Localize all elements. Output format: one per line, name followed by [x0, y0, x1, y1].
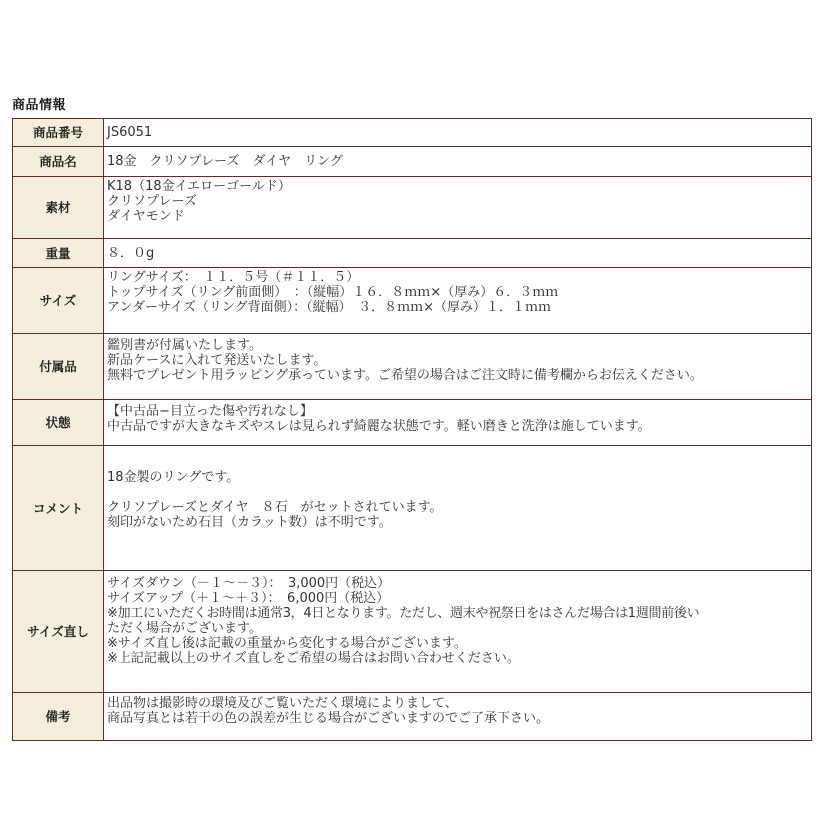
row-comment: [13, 446, 812, 571]
notes-line: 商品写真とは若干の色の誤差が生じる場合がございますのでご了承下さい。: [107, 711, 550, 726]
size-line: アンダーサイズ（リング背面側）：（縦幅） ３．８ｍｍ×（厚み）１．１ｍｍ: [107, 300, 552, 315]
condition-line: 【中古品−目立った傷や汚れなし】: [107, 404, 313, 419]
size-line: リングサイズ： １１．５号（＃１１．５）: [107, 270, 360, 285]
product-info-table: [12, 118, 812, 741]
label-material: 素材: [13, 177, 104, 239]
label-condition: 状態: [13, 400, 104, 446]
label-notes: 備考: [13, 693, 104, 741]
comment-line: 18金製のリングです。: [107, 470, 240, 485]
section-title: 商品情報: [12, 98, 67, 113]
label-weight: 重量: [13, 239, 104, 268]
value-comment: [104, 446, 812, 571]
row-resize: [13, 571, 812, 693]
value-material: [104, 177, 812, 239]
row-condition: [13, 400, 812, 446]
label-resize: サイズ直し: [13, 571, 104, 693]
row-weight: [13, 239, 812, 268]
value-condition: [104, 400, 812, 446]
label-comment: コメント: [13, 446, 104, 571]
resize-line: サイズダウン（－１～－３）： 3,000円（税込）: [107, 576, 391, 591]
value-product-number: JS6051: [104, 119, 812, 147]
accessories-line: 無料でプレゼント用ラッピング承っています。ご希望の場合はご注文時に備考欄からお伝えください。: [107, 368, 703, 383]
value-accessories: [104, 334, 812, 400]
value-product-name: 18金 クリソプレーズ ダイヤ リング: [104, 147, 812, 177]
row-product-number: [13, 119, 812, 147]
value-size: [104, 268, 812, 334]
resize-line: ※サイズ直し後は記載の重量から変化する場合がございます。: [107, 636, 467, 651]
value-notes: [104, 693, 812, 741]
label-product-name: 商品名: [13, 147, 104, 177]
resize-line: ※上記記載以上のサイズ直しをご希望の場合はお問い合わせください。: [107, 651, 520, 666]
label-accessories: 付属品: [13, 334, 104, 400]
row-size: [13, 268, 812, 334]
notes-line: 出品物は撮影時の環境及びご覧いただく環境によりまして、: [107, 696, 458, 711]
comment-line: 刻印がないため石目（カラット数）は不明です。: [107, 515, 392, 530]
accessories-line: 新品ケースに入れて発送いたします。: [107, 353, 327, 368]
value-weight: ８．０g: [104, 239, 812, 268]
comment-blank-line: [107, 485, 811, 500]
material-line: ダイヤモンド: [107, 209, 185, 224]
size-line: トップサイズ（リング前面側） ：（縦幅）１６．８ｍｍ×（厚み）６．３ｍｍ: [107, 285, 559, 300]
resize-line: ただく場合がございます。: [107, 621, 262, 636]
comment-line: クリソプレーズとダイヤ ８石 がセットされています。: [107, 500, 443, 515]
material-line: クリソプレーズ: [107, 194, 197, 209]
row-accessories: [13, 334, 812, 400]
row-product-name: [13, 147, 812, 177]
material-line: K18（18金イエローゴールド）: [107, 179, 291, 194]
label-product-number: 商品番号: [13, 119, 104, 147]
resize-line: ※加工にいただくお時間は通常3，4日となります。ただし、週末や祝祭日をはさんだ場合は1週間前後い: [107, 606, 700, 621]
condition-line: 中古品ですが大きなキズやスレは見られず綺麗な状態です。軽い磨きと洗浄は施しています。: [107, 419, 651, 434]
resize-line: サイズアップ（＋１～＋３）： 6,000円（税込）: [107, 591, 390, 606]
accessories-line: 鑑別書が付属いたします。: [107, 338, 262, 353]
value-resize: [104, 571, 812, 693]
row-material: [13, 177, 812, 239]
row-notes: [13, 693, 812, 741]
label-size: サイズ: [13, 268, 104, 334]
